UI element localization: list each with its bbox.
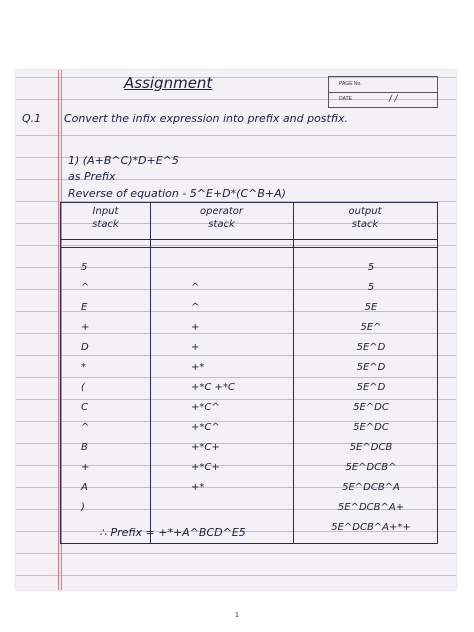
prefix-result: ∴ Prefix = +*+A^BCD^E5 xyxy=(100,526,246,539)
input-cell: + xyxy=(81,462,90,473)
input-cell: C xyxy=(81,402,88,413)
table-row xyxy=(61,319,437,341)
input-cell: + xyxy=(81,322,90,333)
date-label: DATE xyxy=(339,96,352,102)
header-line: output xyxy=(348,206,382,217)
input-cell: B xyxy=(81,442,88,453)
table-row xyxy=(61,399,437,421)
page-date-box xyxy=(328,76,438,108)
table-row xyxy=(61,419,437,441)
operator-cell: + xyxy=(191,342,200,353)
table-row xyxy=(61,339,437,361)
input-cell: ^ xyxy=(81,422,90,433)
page-number: 1 xyxy=(235,612,239,619)
header-output-stack xyxy=(293,205,437,231)
page-title: Assignment xyxy=(124,74,213,92)
output-cell: 5E^DCB^A xyxy=(342,482,400,493)
operator-cell: +* xyxy=(191,362,205,373)
operator-cell: ^ xyxy=(191,282,200,293)
table-row xyxy=(61,259,437,281)
operator-cell: + xyxy=(191,322,200,333)
header-line: stack xyxy=(208,219,235,230)
input-cell: ^ xyxy=(81,282,90,293)
margin-line xyxy=(58,70,59,590)
header-line: stack xyxy=(92,219,119,230)
table-divider xyxy=(61,239,437,240)
table-row xyxy=(61,379,437,401)
output-cell: 5E^DCB^ xyxy=(345,462,397,473)
operator-cell: +*C+ xyxy=(191,462,220,473)
expression-line: 1) (A+B^C)*D+E^5 xyxy=(68,154,179,167)
output-cell: 5 xyxy=(367,282,375,293)
header-input-stack xyxy=(61,205,150,231)
table-row xyxy=(61,459,437,481)
output-cell: 5E^D xyxy=(356,362,386,373)
output-cell: 5E^DCB xyxy=(349,442,393,453)
header-operator-stack xyxy=(150,205,293,231)
output-cell: 5E^DC xyxy=(353,402,389,413)
output-cell: 5E^ xyxy=(360,322,382,333)
input-cell: * xyxy=(81,362,86,373)
notebook-page xyxy=(16,70,456,590)
header-line: stack xyxy=(351,219,379,230)
header-line: operator xyxy=(199,206,243,217)
header-line: Input xyxy=(92,206,119,217)
operator-cell: ^ xyxy=(191,302,200,313)
table-row xyxy=(61,359,437,381)
table-divider xyxy=(61,247,437,248)
date-value: / / xyxy=(389,94,398,105)
input-cell: D xyxy=(81,342,89,353)
table-row xyxy=(61,499,437,521)
table-row xyxy=(61,299,437,321)
output-cell: 5E xyxy=(364,302,378,313)
output-cell: 5E^DCB^A+ xyxy=(337,502,405,513)
output-cell: 5E^DC xyxy=(353,422,389,433)
page-row xyxy=(329,77,437,93)
as-prefix-label: as Prefix xyxy=(68,170,116,183)
input-cell: A xyxy=(81,482,88,493)
table-row xyxy=(61,439,437,461)
output-cell: 5 xyxy=(367,262,375,273)
table-row xyxy=(61,479,437,501)
operator-cell: +*C +*C xyxy=(191,382,235,393)
question-text: Convert the infix expression into prefix and postfix. xyxy=(64,112,348,125)
date-row xyxy=(329,92,437,107)
output-cell: 5E^D xyxy=(356,342,386,353)
output-cell: 5E^DCB^A+*+ xyxy=(331,522,411,533)
operator-cell: +*C^ xyxy=(191,422,220,433)
input-cell: 5 xyxy=(81,262,88,273)
operator-cell: +*C+ xyxy=(191,442,220,453)
operator-cell: +*C^ xyxy=(191,402,220,413)
table-row xyxy=(61,279,437,301)
conversion-table xyxy=(60,202,438,544)
page-label: PAGE No. xyxy=(339,81,362,87)
operator-cell: +* xyxy=(191,482,205,493)
question-number: Q.1 xyxy=(22,112,42,125)
reverse-line: Reverse of equation - 5^E+D*(C^B+A) xyxy=(68,187,286,200)
input-cell: ( xyxy=(81,382,85,393)
input-cell: E xyxy=(81,302,88,313)
output-cell: 5E^D xyxy=(356,382,386,393)
input-cell: ) xyxy=(81,502,85,513)
